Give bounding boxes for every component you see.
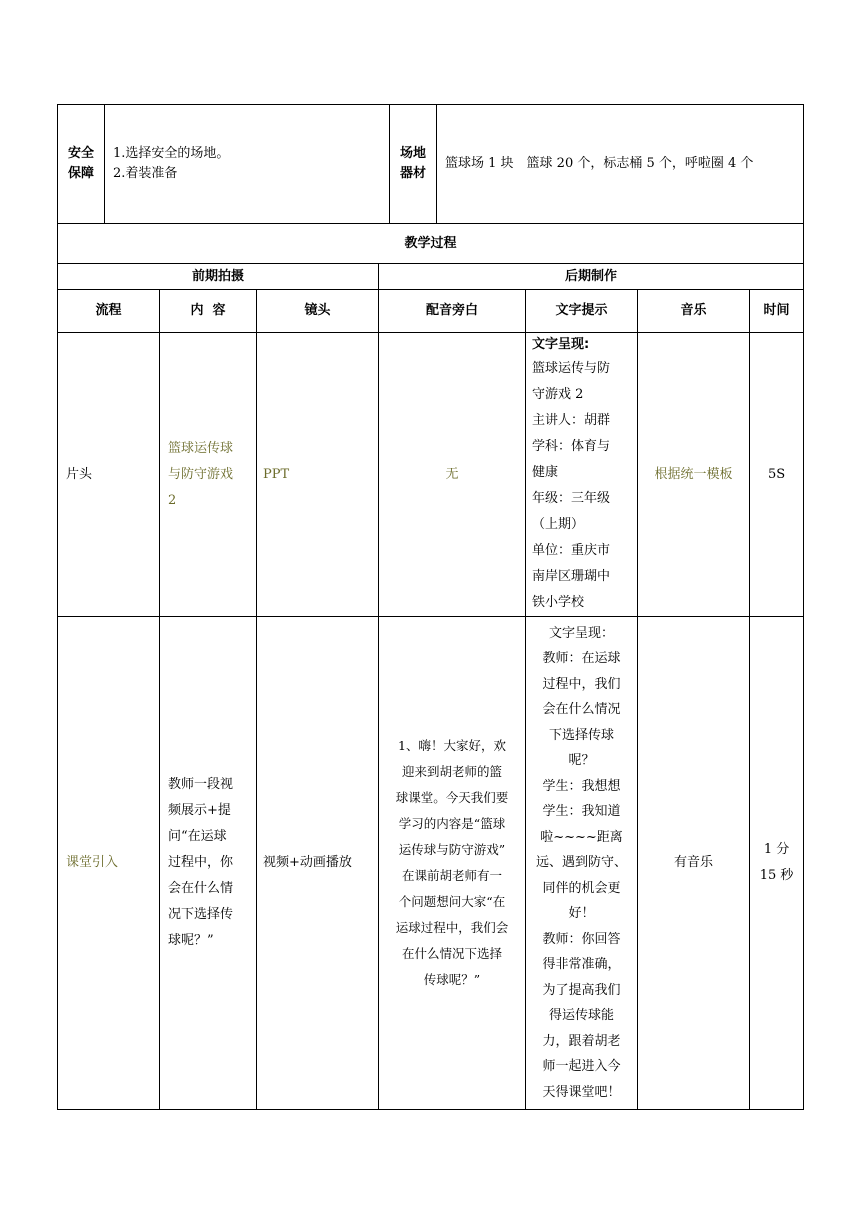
row-text-cell xyxy=(526,333,638,617)
header-shot: 镜头 xyxy=(257,290,379,333)
venue-text: 篮球场 1 块 篮球 20 个，标志桶 5 个，呼啦圈 4 个 xyxy=(437,105,804,224)
teaching-process-table xyxy=(57,223,804,1110)
venue-label: 场地 器材 xyxy=(390,105,437,224)
table-row xyxy=(58,617,804,1110)
header-voice: 配音旁白 xyxy=(379,290,526,333)
row-voice: 1、嗨！大家好，欢 迎来到胡老师的篮 球课堂。今天我们要 学习的内容是“篮球 运传球与防守游戏” 在课前胡老师有一 个问题想问大家“在 运球过程中，我们会 在什么情况下选择 传球呢？” xyxy=(379,617,526,1110)
group-post: 后期制作 xyxy=(379,264,804,290)
row-flow: 片头 xyxy=(58,333,160,617)
row-text-title: 文字呈现: xyxy=(532,336,590,352)
safety-text: 1.选择安全的场地。 2.着装准备 xyxy=(105,105,390,224)
safety-venue-table xyxy=(57,104,804,224)
row-shot: PPT xyxy=(257,333,379,617)
row-text-body: 篮球运传与防 守游戏 2 主讲人：胡群 学科：体育与 健康 年级：三年级 （上期） 单位：重庆市 南岸区珊瑚中 铁小学校 xyxy=(532,360,611,610)
group-pre: 前期拍摄 xyxy=(58,264,379,290)
row-voice: 无 xyxy=(379,333,526,617)
row-time: 5S xyxy=(750,333,804,617)
process-title: 教学过程 xyxy=(58,224,804,264)
header-time: 时间 xyxy=(750,290,804,333)
safety-label: 安全 保障 xyxy=(58,105,105,224)
row-content: 篮球运传球 与防守游戏 2 xyxy=(160,333,257,617)
row-content: 教师一段视 频展示+提 问“在运球 过程中，你 会在什么情 况下选择传 球呢？” xyxy=(160,617,257,1110)
row-shot: 视频+动画播放 xyxy=(257,617,379,1110)
header-flow: 流程 xyxy=(58,290,160,333)
table-row xyxy=(58,333,804,617)
header-content: 内 容 xyxy=(160,290,257,333)
row-time: 1 分 15 秒 xyxy=(750,617,804,1110)
row-music: 根据统一模板 xyxy=(638,333,750,617)
row-flow: 课堂引入 xyxy=(58,617,160,1110)
row-music: 有音乐 xyxy=(638,617,750,1110)
header-text: 文字提示 xyxy=(526,290,638,333)
header-music: 音乐 xyxy=(638,290,750,333)
row-text-body: 文字呈现： 教师：在运球 过程中，我们 会在什么情况 下选择传球 呢？ 学生：我想想 学生：我知道 啦~~~~距离 远、遇到防守、 同伴的机会更 好！ 教师：你回答 得非常准确， 为了提高我们 得运传球能 力，跟着胡老 师一起进入今 天得课堂吧！ xyxy=(526,617,638,1110)
